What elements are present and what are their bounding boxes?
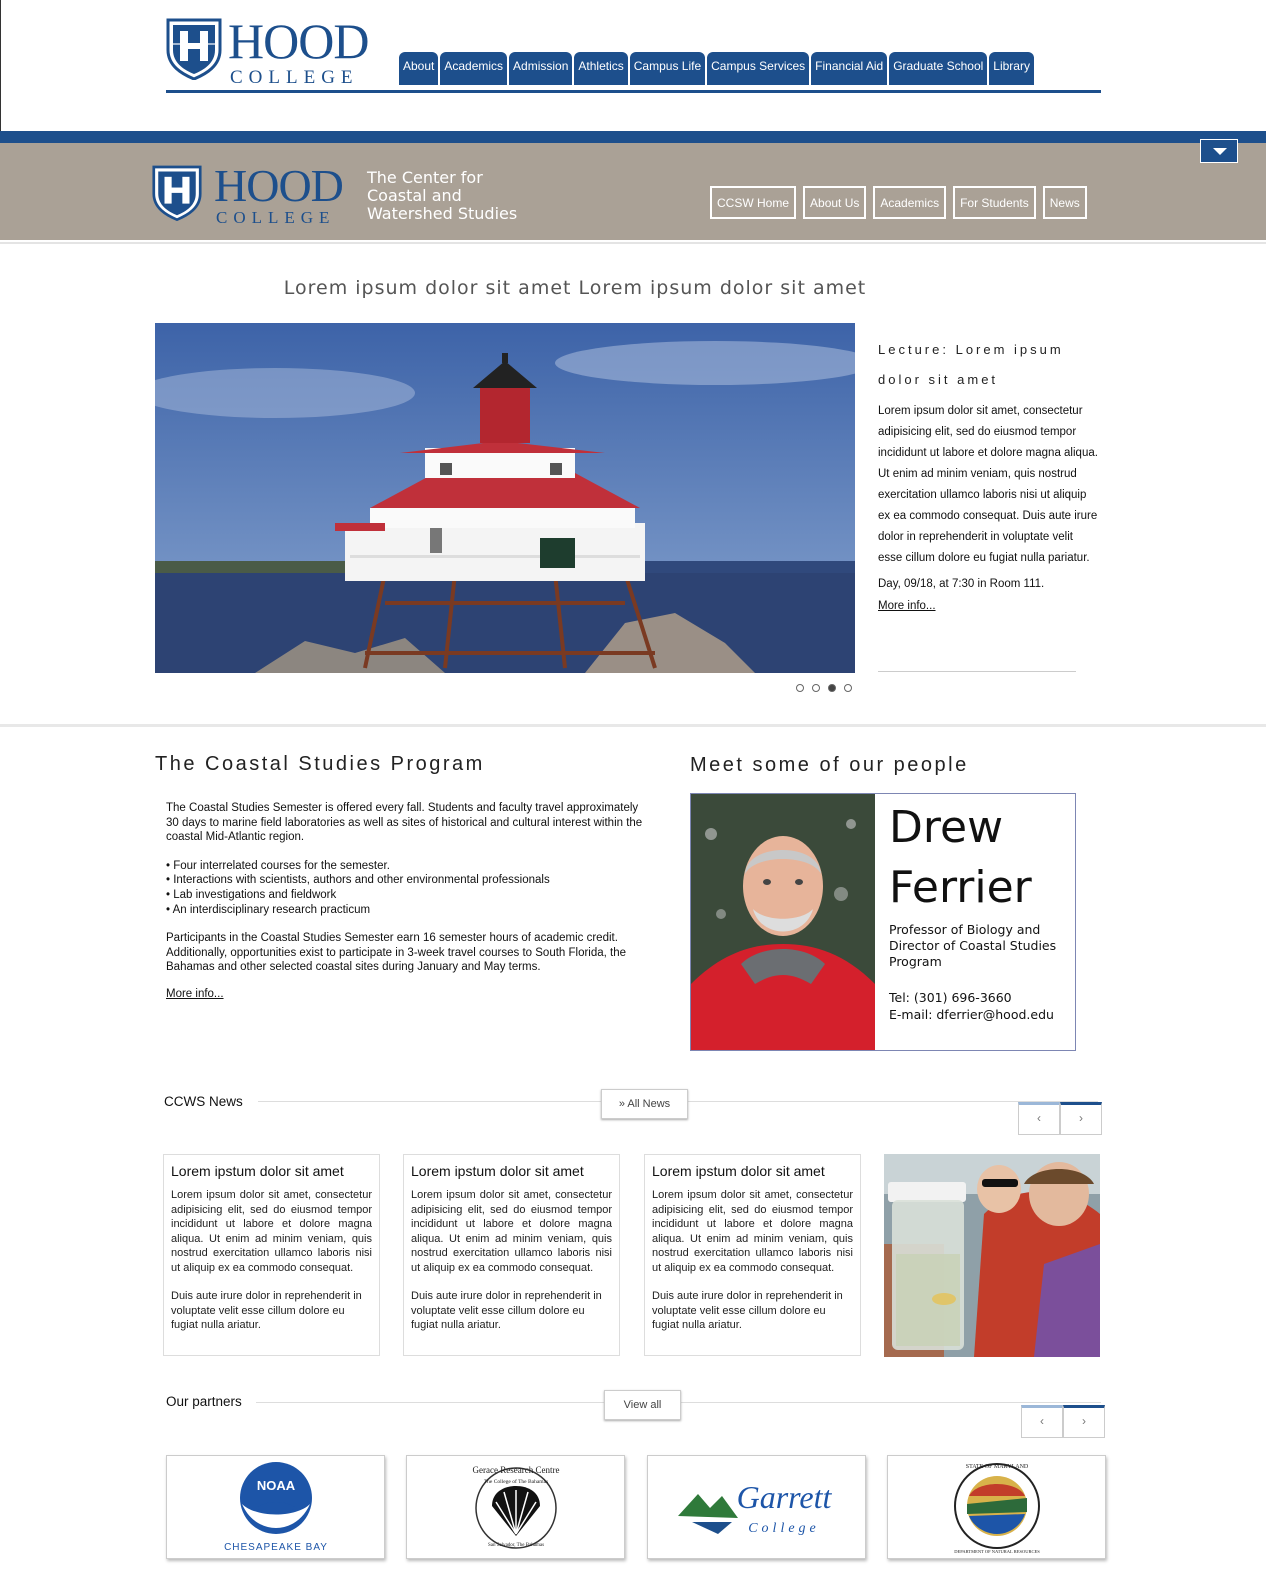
slide-dot[interactable] — [812, 684, 820, 692]
gerace-footer: San Salvador, The Bahamas — [487, 1543, 544, 1548]
center-nav-news[interactable]: News — [1043, 186, 1087, 219]
slide-dot[interactable] — [844, 684, 852, 692]
md-dnr-bottom-text: DEPARTMENT OF NATURAL RESOURCES — [953, 1549, 1040, 1554]
divider — [0, 724, 1266, 727]
view-all-partners-button[interactable]: View all — [604, 1390, 681, 1420]
noaa-ring-text: CHESAPEAKE BAY — [223, 1542, 328, 1553]
logo-college-text: COLLEGE — [230, 67, 359, 88]
all-news-button[interactable]: » All News — [601, 1089, 688, 1119]
person-email[interactable]: E-mail: dferrier@hood.edu — [889, 1007, 1054, 1022]
nav-athletics[interactable]: Athletics — [574, 52, 627, 85]
center-title-line: The Center for — [367, 168, 483, 187]
chevron-right-icon[interactable]: › — [1060, 1102, 1102, 1135]
center-header — [0, 143, 1266, 240]
news-card-title[interactable]: Lorem ipstum dolor sit amet — [411, 1163, 584, 1179]
center-title — [367, 169, 557, 223]
partners-title: Our partners — [166, 1394, 242, 1409]
program-more-link[interactable]: More info... — [166, 988, 224, 1000]
lecture-title: Lecture: Lorem ipsum dolor sit amet — [878, 342, 1064, 387]
program-intro: The Coastal Studies Semester is offered every fall. Students and faculty travel approximately 30 days to marine field laboratories as well as sites of historical and cultural interest within the coastal Mid-Atlantic region. — [166, 802, 643, 844]
person-name — [889, 798, 1069, 918]
news-card-body: Duis aute irure dolor in reprehenderit in voluptate velit esse cillum dolore eu fugiat nulla ariatur. — [411, 1290, 602, 1331]
center-nav-academics[interactable]: Academics — [873, 186, 946, 219]
garrett-college-logo[interactable] — [647, 1455, 866, 1559]
person-last-name: Ferrier — [889, 862, 1032, 913]
maryland-dnr-logo[interactable] — [887, 1455, 1106, 1559]
slider-dots — [796, 684, 852, 692]
chevron-left-icon[interactable]: ‹ — [1021, 1405, 1063, 1438]
program-body — [166, 801, 646, 989]
lecture-panel — [878, 335, 1100, 614]
program-credits: Participants in the Coastal Studies Semester earn 16 semester hours of academic credit. Additionally, opportunities exist to participate in 3-week travel courses to South Florida, the Bahamas and other selected coastal sites during January and May terms. — [166, 932, 627, 974]
shield-icon — [152, 163, 208, 227]
person-role: Professor of Biology and Director of Coastal Studies Program — [889, 922, 1057, 969]
hood-college-logo[interactable] — [166, 13, 369, 88]
news-card-body: Lorem ipsum dolor sit amet, consectetur adipisicing elit, sed do eiusmod tempor incididunt ut labore et dolore magna aliqua. Ut enim ad minim veniam, quis nostrud exercitation ullamco laboris nisi ut aliquip ex ea commodo consequat. — [411, 1189, 612, 1274]
logo-college-text: COLLEGE — [216, 208, 336, 227]
news-card[interactable] — [403, 1154, 620, 1356]
dropdown-toggle[interactable] — [1200, 139, 1238, 163]
news-card-body: Lorem ipsum dolor sit amet, consectetur adipisicing elit, sed do eiusmod tempor incididunt ut labore et dolore magna aliqua. Ut enim ad minim veniam, quis nostrud exercitation ullamco laboris nisi ut aliquip ex ea commodo consequat. — [652, 1189, 853, 1274]
garrett-college-text: College — [747, 1521, 820, 1536]
lecture-date: Day, 09/18, at 7:30 in Room 111. — [878, 578, 1045, 590]
lighthouse-photo[interactable] — [155, 323, 855, 673]
slide-dot-active[interactable] — [828, 684, 836, 692]
nav-library[interactable]: Library — [989, 52, 1034, 85]
nav-campus-life[interactable]: Campus Life — [630, 52, 705, 85]
nav-graduate-school[interactable]: Graduate School — [889, 52, 987, 85]
news-card-body: Duis aute irure dolor in reprehenderit in voluptate velit esse cillum dolore eu fugiat nulla ariatur. — [171, 1290, 362, 1331]
person-photo — [691, 794, 875, 1050]
noaa-text: NOAA — [256, 1478, 295, 1493]
news-carousel-controls — [1018, 1102, 1102, 1135]
center-hood-logo[interactable] — [152, 160, 343, 227]
center-title-line: Watershed Studies — [367, 204, 518, 223]
divider — [0, 242, 1266, 244]
chevron-down-icon — [1213, 148, 1227, 155]
garrett-text: Garrett — [736, 1479, 831, 1515]
shield-icon — [166, 16, 222, 80]
lecture-body: Lorem ipsum dolor sit amet, consectetur adipisicing elit, sed do eiusmod tempor incididunt ut labore et dolore magna aliqua. Ut enim ad minim veniam, quis nostrud exercitation ullamco laboris nisi ut aliquip ex ea commodo consequat. Duis aute irure dolor in reprehenderit in voluptate velit esse cillum dolore eu fugiat nulla pariatur. — [878, 405, 1098, 564]
nav-academics[interactable]: Academics — [440, 52, 507, 85]
center-top-bar — [0, 131, 1266, 143]
news-card[interactable] — [644, 1154, 861, 1356]
logo-hood-text: HOOD — [228, 13, 369, 69]
person-phone: Tel: (301) 696-3660 — [889, 990, 1012, 1005]
news-title: CCWS News — [164, 1094, 243, 1109]
person-card[interactable] — [690, 793, 1076, 1051]
person-first-name: Drew — [889, 802, 1004, 853]
chevron-left-icon[interactable]: ‹ — [1018, 1102, 1060, 1135]
nav-campus-services[interactable]: Campus Services — [707, 52, 809, 85]
students-sample-jar-photo[interactable] — [884, 1154, 1100, 1357]
chevron-right-icon[interactable]: › — [1063, 1405, 1105, 1438]
news-card-body: Duis aute irure dolor in reprehenderit in voluptate velit esse cillum dolore eu fugiat nulla ariatur. — [652, 1290, 843, 1331]
lecture-more-link[interactable]: More info... — [878, 600, 936, 612]
main-nav — [399, 52, 1034, 85]
program-bullet: • Four interrelated courses for the semester. — [166, 859, 390, 872]
center-nav-for-students[interactable]: For Students — [953, 186, 1036, 219]
news-card-title[interactable]: Lorem ipstum dolor sit amet — [171, 1163, 344, 1179]
program-bullets — [166, 859, 646, 917]
news-card-title[interactable]: Lorem ipstum dolor sit amet — [652, 1163, 825, 1179]
news-card-body: Lorem ipsum dolor sit amet, consectetur adipisicing elit, sed do eiusmod tempor incididunt ut labore et dolore magna aliqua. Ut enim ad minim veniam, quis nostrud exercitation ullamco laboris nisi ut aliquip ex ea commodo consequat. — [171, 1189, 372, 1274]
header-divider — [166, 90, 1101, 93]
center-title-line: Coastal and — [367, 186, 462, 205]
hero-heading: Lorem ipsum dolor sit amet Lorem ipsum dolor sit amet — [283, 277, 867, 299]
gerace-subtitle: The College of The Bahamas — [483, 1479, 548, 1485]
news-card[interactable] — [163, 1154, 380, 1356]
nav-financial-aid[interactable]: Financial Aid — [811, 52, 887, 85]
nav-admission[interactable]: Admission — [509, 52, 572, 85]
global-header — [0, 0, 1266, 131]
center-nav-about-us[interactable]: About Us — [803, 186, 866, 219]
gerace-research-centre-logo[interactable] — [406, 1455, 625, 1559]
partners-carousel-controls — [1021, 1405, 1105, 1438]
md-dnr-top-text: STATE OF MARYLAND — [965, 1464, 1028, 1470]
center-nav — [710, 186, 1087, 219]
program-bullet: • Lab investigations and fieldwork — [166, 888, 337, 901]
center-nav-ccsw-home[interactable]: CCSW Home — [710, 186, 796, 219]
program-bullet: • An interdisciplinary research practicum — [166, 903, 371, 916]
program-bullet: • Interactions with scientists, authors and other environmental professionals — [166, 874, 550, 887]
logo-hood-text: HOOD — [214, 160, 343, 211]
nav-about[interactable]: About — [399, 52, 438, 85]
program-title: The Coastal Studies Program — [155, 753, 485, 775]
noaa-chesapeake-bay-logo[interactable] — [166, 1455, 385, 1559]
divider — [878, 671, 1076, 672]
gerace-title: Gerace Research Centre — [472, 1465, 559, 1475]
slide-dot[interactable] — [796, 684, 804, 692]
people-title: Meet some of our people — [690, 754, 969, 776]
